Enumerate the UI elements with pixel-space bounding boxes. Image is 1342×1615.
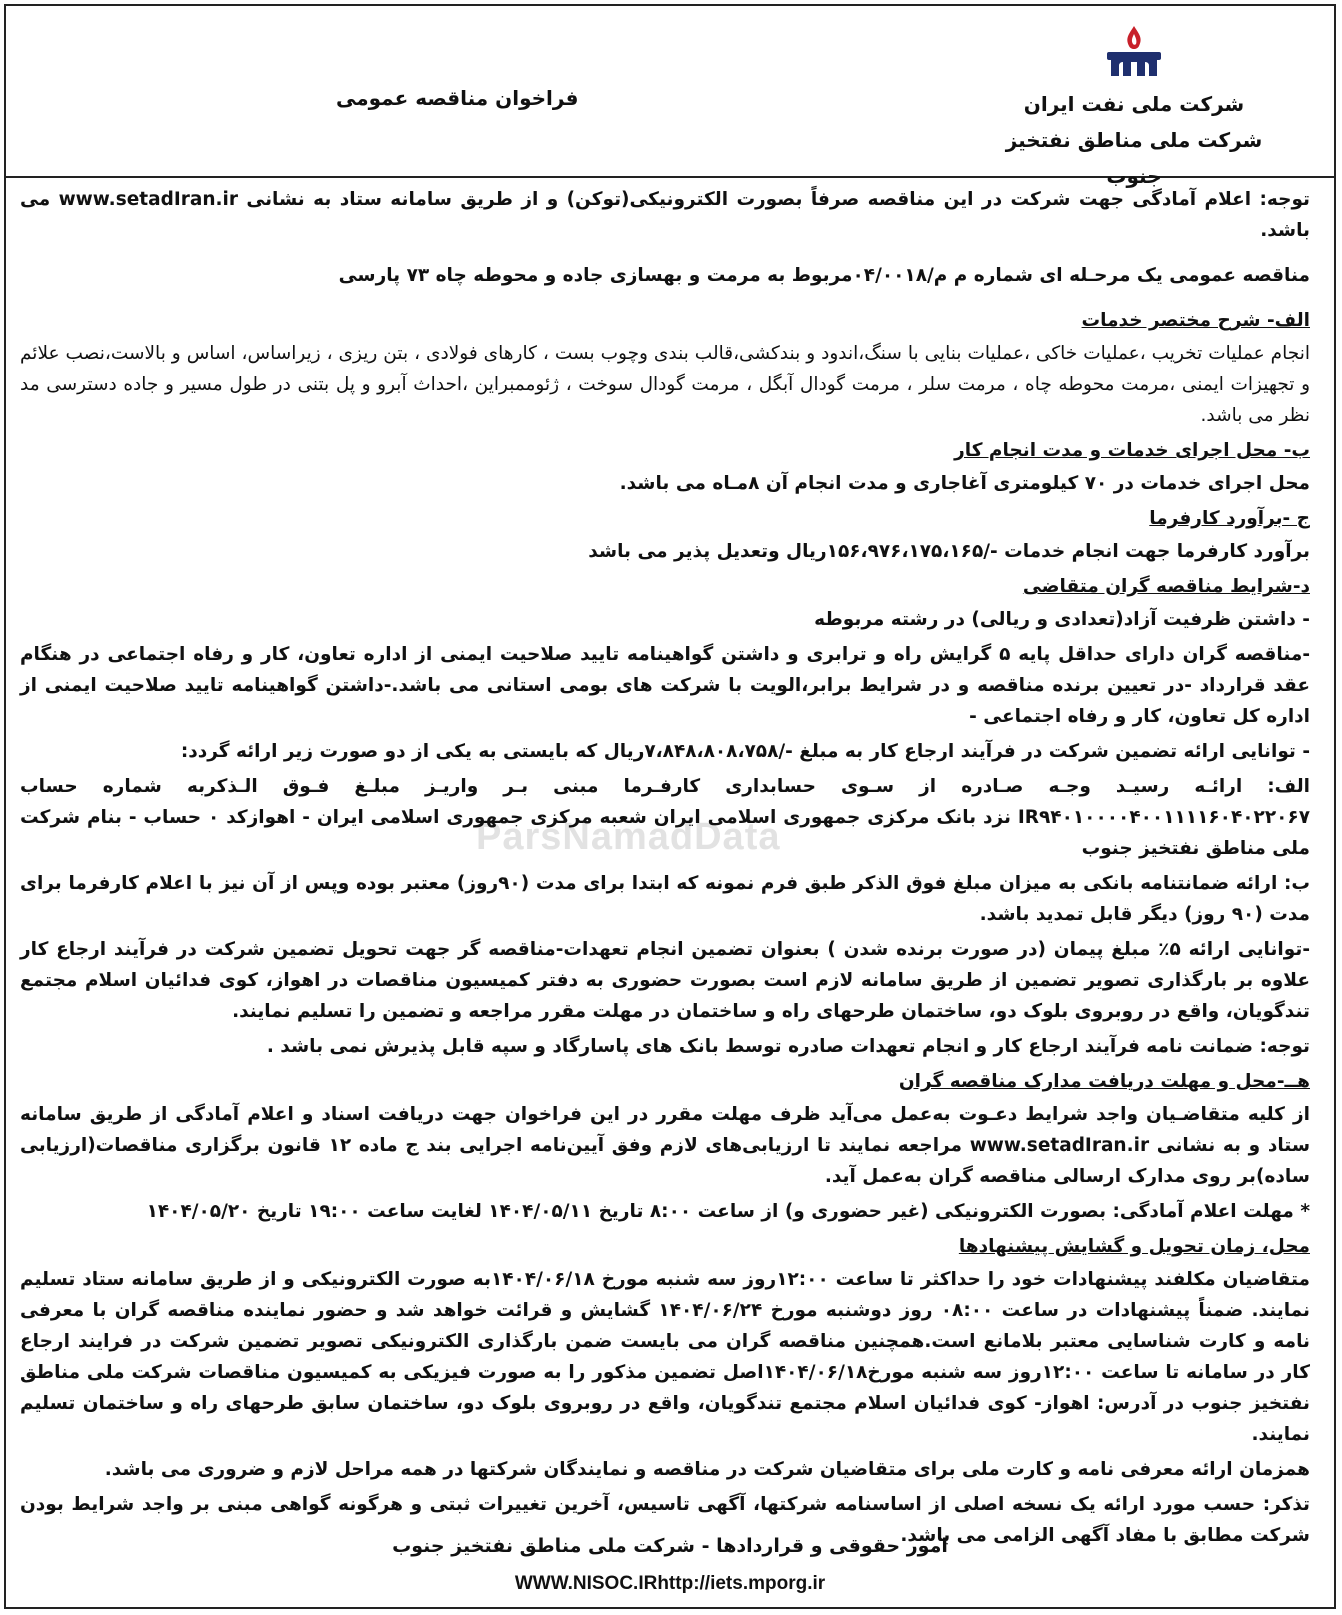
issuer-line: امور حقوقی و قراردادها - شرکت ملی مناطق نفتخیز جنوب: [392, 1535, 948, 1557]
nioc-logo-icon: [1099, 24, 1169, 80]
section-d-item: -مناقصه گران دارای حداقل پایه ۵ گرایش راه و ترابری و داشتن گواهینامه تایید صلاحیت ایمنی از اداره تعاون، کار و رفاه اجتماعی در هنگام عقد قرارداد -در تعیین برنده مناقصه و در شرایط برابر،الویت با شرکت های بومی استانی می باشد.-داشتن گواهینامه تایید صلاحیت ایمنی از اداره کل تعاون، کار و رفاه اجتماعی -: [20, 644, 1310, 727]
section-e-heading: هــ-محل و مهلت دریافت مدارک مناقصه گران: [898, 1071, 1310, 1092]
section-a-heading: الف- شرح مختصر خدمات: [1081, 310, 1310, 331]
document-body: [20, 184, 1310, 1555]
watermark-text: ParsNamadData: [476, 816, 781, 858]
reminder-note: تذکر: حسب مورد ارائه یک نسخه اصلی از اساسنامه شرکتها، آگهی تاسیس، آخرین تغییرات ثبتی و هرگونه گواهی مبنی بر واجد شرایط بودن شرکت مطابق با مفاد آگهی الزامی می باشد.: [20, 1494, 1310, 1546]
document-frame: [4, 4, 1336, 1609]
section-c-heading: ج -برآورد کارفرما: [1149, 508, 1310, 529]
section-f-heading: محل، زمان تحویل و گشایش پیشنهادها: [958, 1236, 1310, 1257]
section-b-heading: ب- محل اجرای خدمات و مدت انجام کار: [954, 440, 1310, 461]
notice-top: توجه: اعلام آمادگی جهت شرکت در این مناقصه صرفاً بصورت الکترونیکی(توکن) و از طریق سامانه ستاد به نشانی www.setadIran.ir می باشد.: [20, 189, 1310, 241]
section-f-text: متقاضیان مکلفند پیشنهادات خود را حداکثر تا ساعت ۱۲:۰۰روز سه شنبه مورخ ۱۴۰۴/۰۶/۱۸به صورت الکترونیکی و از طریق سامانه ستاد تسلیم نمایند. ضمناً پیشنهادات در ساعت ۰۸:۰۰ روز دوشنبه مورخ ۱۴۰۴/۰۶/۲۴ گشایش و قرائت خواهد شد و حضور نماینده مناقصه گران با معرفی نامه و کارت شناسایی معتبر بلامانع است.همچنین مناقصه گران می بایست ضمن بارگذاری الکترونیکی تصویر تضمین شرکت در فرایند ارجاع کار در سامانه تا ساعت ۱۲:۰۰روز سه شنبه مورخ۱۴۰۴/۰۶/۱۸اصل تضمین مذکور را به صورت فیزیکی به کمیسیون مناقصات شرکت ملی مناطق نفتخیز جنوب در آدرس: اهواز- کوی فدائیان اسلام مجتمع تندگویان، واقع در روبروی بلوک دو، ساختمان سابق طرحهای راه و ساختمان تسلیم نمایند.: [20, 1269, 1311, 1445]
subsidiary-name: شرکت ملی مناطق نفتخیز جنوب: [1005, 128, 1263, 188]
tender-line: مناقصه عمومی یک مرحـله ای شماره م م/۰۴/۰۰۱۸مربوط به مرمت و بهسازی جاده و محوطه چاه ۷۳ پارسی: [338, 265, 1310, 286]
tender-title: فراخوان مناقصه عمومی: [336, 86, 579, 110]
document-footer: [6, 1527, 1334, 1603]
section-d-heading: د-شرایط مناقصه گران متقاضی: [1022, 576, 1310, 597]
document-header: [6, 6, 1334, 188]
company-logo-block: [994, 24, 1274, 194]
section-e-text: از کلیه متقاضـیان واجد شرایط دعـوت به‌عمل می‌آید ظرف مهلت مقرر در این فراخوان جهت دریافت اسناد و اعلام آمادگی از طریق سامانه ستاد و به نشانی www.setadIran.ir مراجعه نمایند تا ارزیابی‌های لازم وفق آیین‌نامه اجرایی بند ج ماده ۱۲ قانون برگزاری مناقصات(ارزیابی ساده)بر روی مدارک ارسالی مناقصه گران به‌عمل آید.: [20, 1104, 1311, 1187]
section-d-item: - توانایی ارائه تضمین شرکت در فرآیند ارجاع کار به مبلغ -/۷،۸۴۸،۸۰۸،۷۵۸ریال که بایستی به یکی از دو صورت زیر ارائه گردد:: [180, 741, 1310, 762]
footer-urls[interactable]: WWW.NISOC.IRhttp://iets.mporg.ir: [514, 1573, 826, 1594]
section-d-item: - داشتن ظرفیت آزاد(تعدادی و ریالی) در رشته مربوطه: [814, 609, 1310, 630]
section-c-text: برآورد کارفرما جهت انجام خدمات -/۱۵۶،۹۷۶،۱۷۵،۱۶۵ریال وتعدیل پذیر می باشد: [588, 541, 1310, 562]
section-d-item: ب: ارائه ضمانتنامه بانکی به میزان مبلغ فوق الذکر طبق فرم نمونه که ابتدا برای مدت (۹۰روز) معتبر بوده وپس از آن نیز با اعلام کارفرما برای مدت (۹۰ روز) دیگر قابل تمدید باشد.: [20, 873, 1310, 925]
section-b-text: محل اجرای خدمات در ۷۰ کیلومتری آغاجاری و مدت انجام آن ۸مـاه می باشد.: [619, 473, 1310, 494]
section-d-item: -توانایی ارائه ۵٪ مبلغ پیمان (در صورت برنده شدن ) بعنوان تضمین انجام تعهدات-مناقصه گر جهت تحویل تضمین شرکت در فرآیند ارجاع کار علاوه بر بارگذاری تصویر تضمین از طریق سامانه لازم است بصورت حضوری به دفتر کمیسیون مناقصات در اهواز، کوی فدائیان اسلام مجتمع تندگویان، واقع در روبروی بلوک دو، ساختمان طرحهای راه و ساختمان در مهلت مقرر مراجعه و تضمین را تسلیم نمایند.: [20, 939, 1310, 1022]
section-e-deadline: * مهلت اعلام آمادگی: بصورت الکترونیکی (غیر حضوری و) از ساعت ۸:۰۰ تاریخ ۱۴۰۴/۰۵/۱۱ لغایت ساعت ۱۹:۰۰ تاریخ ۱۴۰۴/۰۵/۲۰: [146, 1201, 1310, 1222]
id-note: همزمان ارائه معرفی نامه و کارت ملی برای متقاضیان شرکت در مناقصه و نمایندگان شرکتها در همه مراحل لازم و ضروری می باشد.: [104, 1459, 1310, 1480]
section-a-text: انجام عملیات تخریب ،عملیات خاکی ،عملیات بنایی با سنگ،اندود و بندکشی،قالب بندی وچوب بست ، کارهای فولادی ، بتن ریزی ، زیراساس، اساس و بالاست،نصب علائم و تجهیزات ایمنی ،مرمت محوطه چاه ، مرمت سلر ، مرمت گودال آبگل ، مرمت گودال سوخت ، ژئوممبراین ،احداث آبرو و پل بتنی در طول مسیر و جاده دسترسی مد نظر می باشد.: [20, 343, 1310, 426]
section-d-item: الف: ارائـه رسیـد وجـه صـادره از سـوی حسابداری کارفـرما مبنی بـر واریـز مبلـغ فـوق الـذکربه شماره حساب IR۹۴۰۱۰۰۰۰۴۰۰۱۱۱۱۶۰۴۰۲۲۰۶۷ نزد بانک مرکزی جمهوری اسلامی ایران شعبه مرکزی جمهوری اسلامی ایران - اهوازکد ۰ حساب - بنام شرکت ملی مناطق نفتخیز جنوب: [20, 776, 1310, 859]
company-name: شرکت ملی نفت ایران: [1023, 92, 1245, 116]
guarantee-note: توجه: ضمانت نامه فرآیند ارجاع کار و انجام تعهدات صادره توسط بانک های پاسارگاد و سپه قابل پذیرش نمی باشد .: [266, 1036, 1310, 1057]
